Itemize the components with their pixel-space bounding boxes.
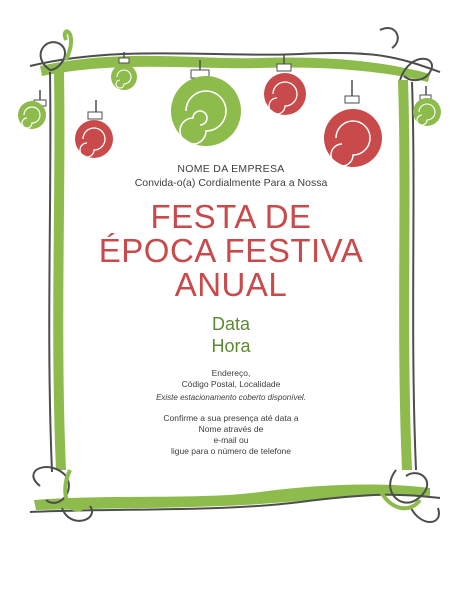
rsvp-info [60,413,402,457]
ornament-green-left [18,90,46,129]
rsvp-line-1: Confirme a sua presença até data a [163,413,299,423]
rsvp-line-2: Nome através de [198,424,264,434]
event-time: Hora [211,336,251,356]
ornament-small-green-right [413,86,441,126]
top-ribbon [40,56,430,82]
invitation-line: Convida-o(a) Cordialmente Para a Nossa [134,177,328,189]
ornament-red-left [75,100,113,158]
event-title [60,200,402,302]
rsvp-line-4: ligue para o número de telefone [170,446,292,456]
ornament-big-green [171,60,241,146]
address-line-1: Endereço, [211,368,251,378]
rsvp-line-3: e-mail ou [213,435,249,445]
event-title-line-2: ÉPOCA FESTIVA [98,232,364,269]
event-title-line-3: ANUAL [174,266,288,303]
event-address [60,368,402,390]
event-date: Data [211,314,251,334]
parking-note: Existe estacionamento coberto disponível. [156,393,306,402]
bottom-ribbon [34,485,430,510]
address-line-2: Código Postal, Localidade [181,379,281,389]
event-title-line-1: FESTA DE [150,198,312,235]
company-name: NOME DA EMPRESA [177,163,285,175]
ornament-red-right [324,80,382,167]
